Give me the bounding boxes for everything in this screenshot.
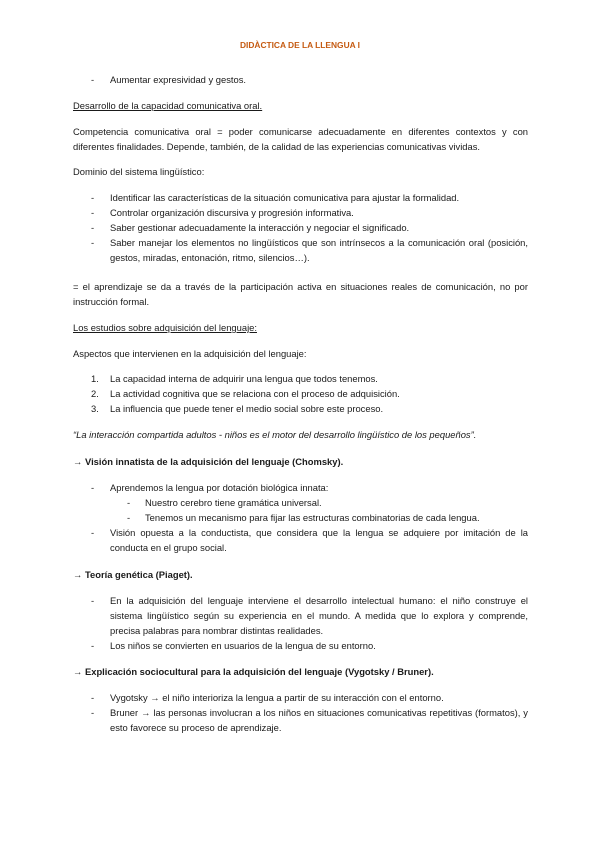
list-text: La capacidad interna de adquirir una lengua que todos tenemos. <box>110 373 378 384</box>
sociocultural-list <box>73 690 528 735</box>
sub-list-item: - Nuestro cerebro tiene gramática universal. <box>73 495 528 510</box>
paragraph: = el aprendizaje se da a través de la participación activa en situaciones reales de comunicación, no por instrucción formal. <box>73 281 528 307</box>
sub-list-item: - Tenemos un mecanismo para fijar las estructuras combinatorias de cada lengua. <box>73 510 528 525</box>
list-number: 1. <box>91 373 99 384</box>
list-item: - Visión opuesta a la conductista, que considera que la lengua se adquiere por imitación de la conducta en el grupo social. <box>73 525 528 555</box>
list-item: - Saber gestionar adecuadamente la interacción y negociar el significado. <box>73 220 528 235</box>
section-heading: → Visión innatista de la adquisición del lenguaje (Chomsky). <box>73 456 344 467</box>
list-item: - Controlar organización discursiva y progresión informativa. <box>73 205 528 220</box>
list-item <box>73 386 528 401</box>
list-item: - Aumentar expresividad y gestos. <box>73 72 528 87</box>
list-item: - Bruner → las personas involucran a los niños en situaciones comunicativas repetitivas (formatos), y esto favorece su proceso de aprendizaje. <box>73 705 528 735</box>
paragraph: Dominio del sistema lingüístico: <box>73 166 205 177</box>
list-item: - Saber manejar los elementos no lingüísticos que son intrínsecos a la comunicación oral (posición, gestos, miradas, entonación, ritmo, silencios…). <box>73 235 528 265</box>
intro-bullet-block <box>73 72 528 87</box>
list-text: La influencia que puede tener el medio social sobre este proceso. <box>110 403 384 414</box>
numbered-list <box>73 371 528 416</box>
list-item: - Los niños se convierten en usuarios de la lengua de su entorno. <box>73 638 528 653</box>
list-item <box>73 371 528 386</box>
list-item: - Aprendemos la lengua por dotación biológica innata: <box>73 480 528 495</box>
section-heading: Los estudios sobre adquisición del lenguaje: <box>73 322 257 333</box>
paragraph: Aspectos que intervienen en la adquisición del lenguaje: <box>73 348 307 359</box>
section-heading: Desarrollo de la capacidad comunicativa oral. <box>73 100 263 111</box>
piaget-list <box>73 593 528 653</box>
list-number: 2. <box>91 388 99 399</box>
chomsky-list <box>73 480 528 555</box>
paragraph: Competencia comunicativa oral = poder comunicarse adecuadamente en diferentes contextos y con diferentes finalidades. Depende, también, de la calidad de las experiencias comunicativas vividas. <box>73 126 528 152</box>
list-item: - En la adquisición del lenguaje interviene el desarrollo intelectual humano: el niño construye el sistema lingüístico según su experiencia en el mundo. A medida que lo explora y comprende, precisa palabras para nombrar distintas realidades. <box>73 593 528 638</box>
list-text: La actividad cognitiva que se relaciona con el proceso de adquisición. <box>110 388 400 399</box>
dominio-list <box>73 190 528 265</box>
section-heading: → Teoría genética (Piaget). <box>73 569 193 580</box>
list-item: - Identificar las características de la situación comunicativa para ajustar la formalidad. <box>73 190 528 205</box>
page-header-title: DIDÀCTICA DE LA LLENGUA I <box>239 40 361 50</box>
list-item: - Vygotsky → el niño interioriza la lengua a partir de su interacción con el entorno. <box>73 690 528 705</box>
list-item <box>73 401 528 416</box>
section-heading: → Explicación sociocultural para la adquisición del lenguaje (Vygotsky / Bruner). <box>73 666 434 677</box>
quote: “La interacción compartida adultos - niños es el motor del desarrollo lingüístico de los pequeños”. <box>73 429 477 440</box>
list-number: 3. <box>91 403 99 414</box>
